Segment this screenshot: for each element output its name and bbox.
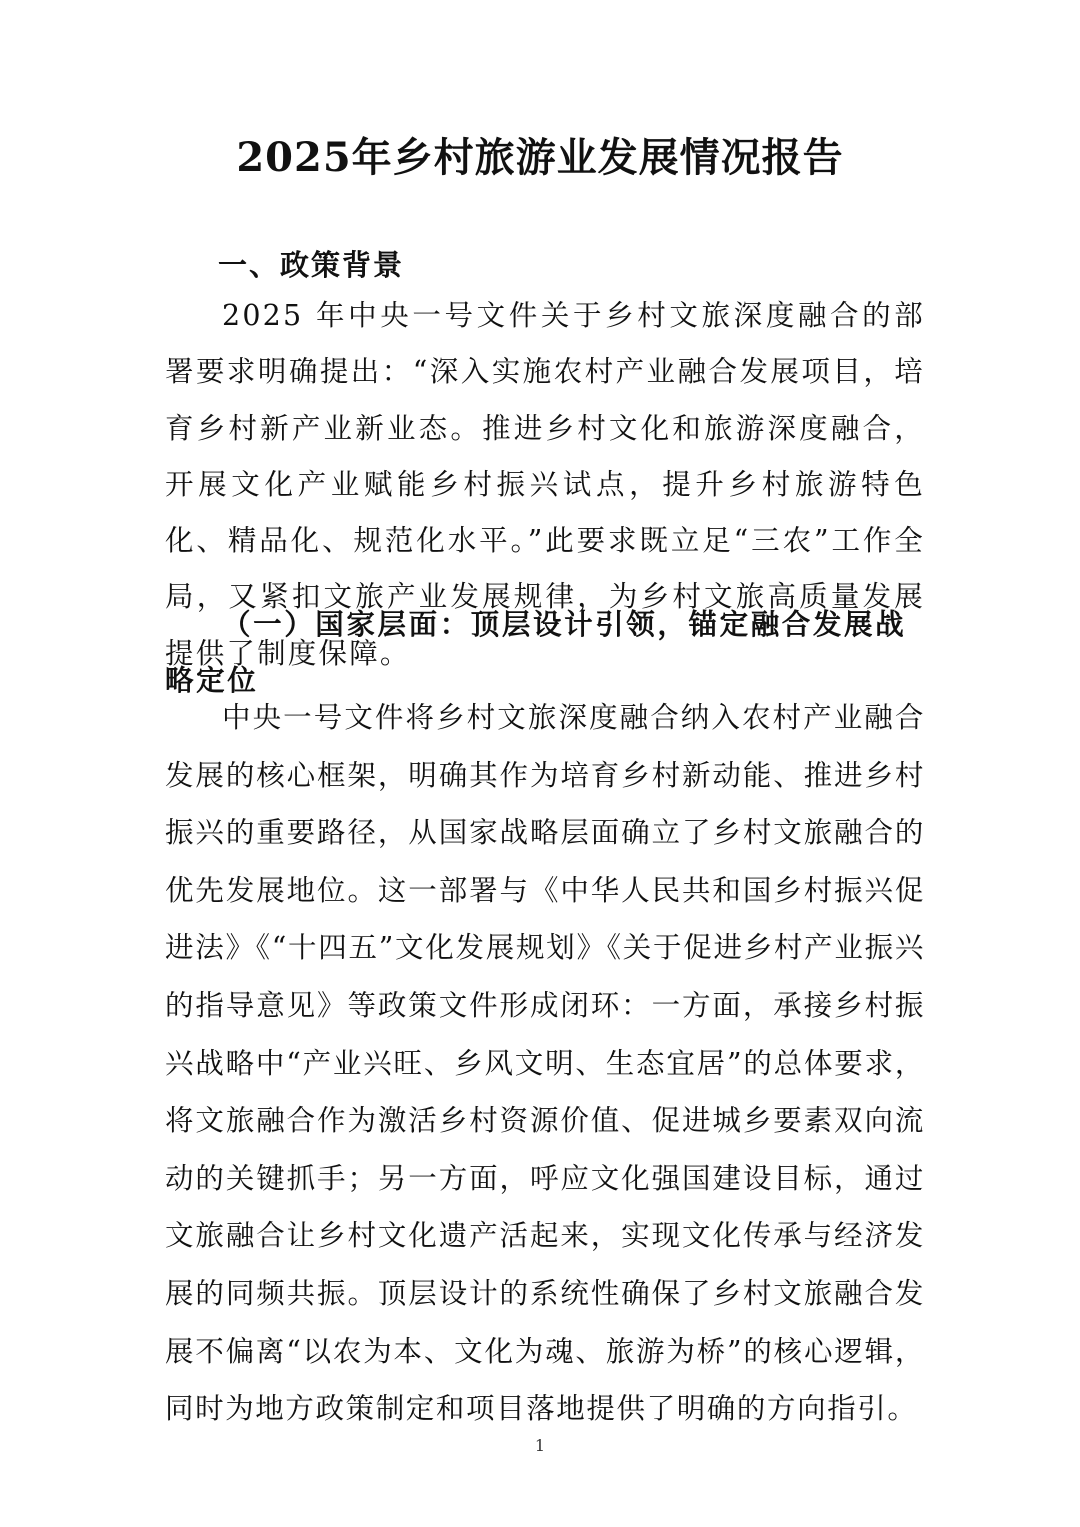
subsection-heading-national-level: （一）国家层面：顶层设计引领，锚定融合发展战略定位 [165,607,907,697]
section-heading-policy-background: 一、政策背景 [218,248,405,282]
subsection-body-paragraph: 中央一号文件将乡村文旅深度融合纳入农村产业融合发展的核心框架，明确其作为培育乡村新动能、推进乡村振兴的重要路径，从国家战略层面确立了乡村文旅融合的优先发展地位。这一部署与《中华人民共和国乡村振兴促进法》《“十四五”文化发展规划》《关于促进乡村产业振兴的指导意见》等政策文件形成闭环：一方面，承接乡村振兴战略中“产业兴旺、乡风文明、生态宜居”的总体要求，将文旅融合作为激活乡村资源价值、促进城乡要素双向流动的关键抓手；另一方面，呼应文化强国建设目标，通过文旅融合让乡村文化遗产活起来，实现文化传承与经济发展的同频共振。顶层设计的系统性确保了乡村文旅融合发展不偏离“以农为本、文化为魂、旅游为桥”的核心逻辑，同时为地方政策制定和项目落地提供了明确的方向指引。 [165,701,925,1426]
document-title: 2025年乡村旅游业发展情况报告 [236,134,844,181]
section-intro-paragraph: 2025 年中央一号文件关于乡村文旅深度融合的部署要求明确提出：“深入实施农村产业融合发展项目，培育乡村新产业新业态。推进乡村文化和旅游深度融合，开展文化产业赋能乡村振兴试点，提升乡村旅游特色化、精品化、规范化水平。”此要求既立足“三农”工作全局，又紧扣文旅产业发展规律，为乡村文旅高质量发展提供了制度保障。 [165,299,925,670]
page-number: 1 [534,1436,546,1455]
